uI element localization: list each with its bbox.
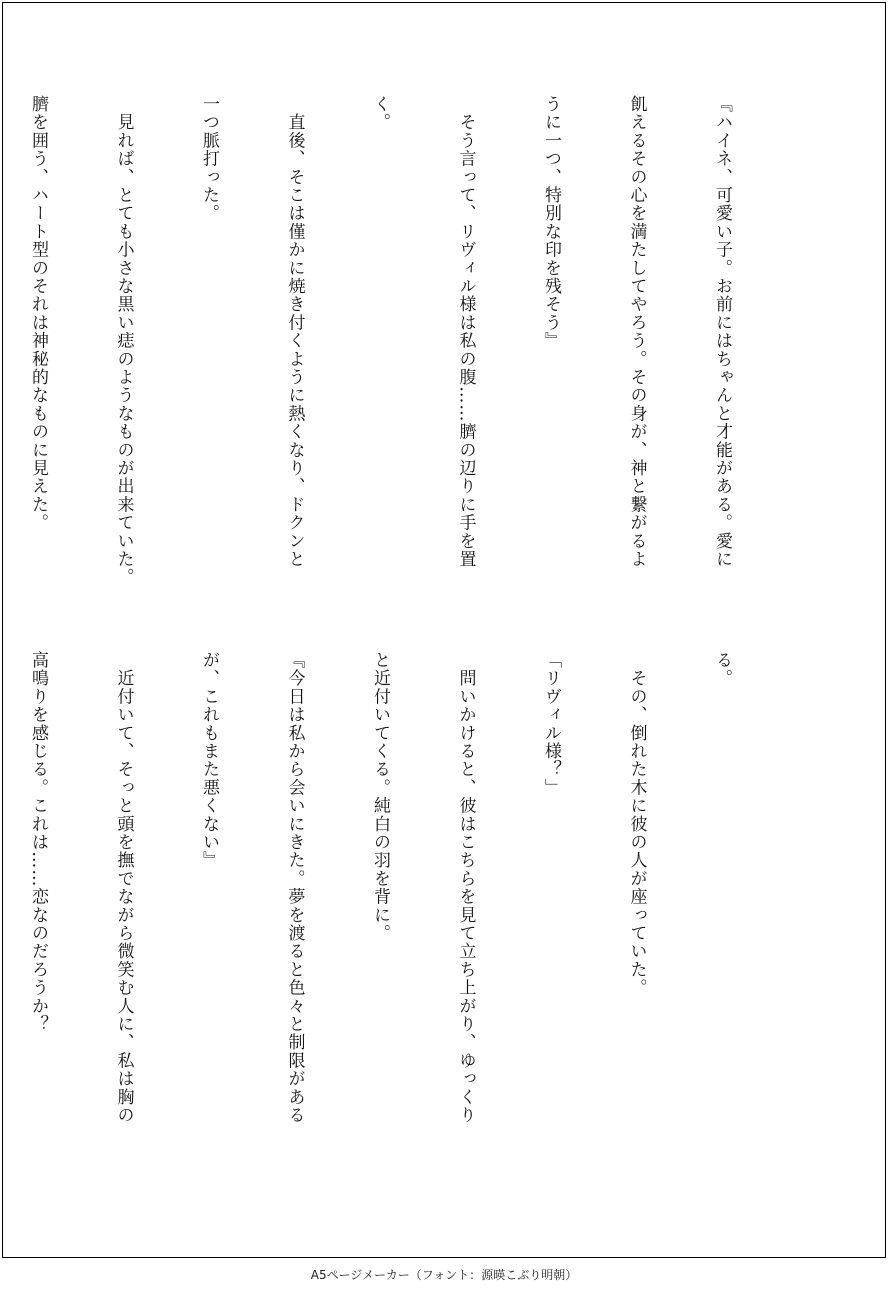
text-line: 直後、そこは僅かに焼き付くように熱くなり、ドクンと — [284, 95, 305, 569]
text-line: 問いかけると、彼はこちらを見て立ち上がり、ゆっくり — [455, 651, 476, 1125]
text-line: 近付いて、そっと頭を撫でながら微笑む人に、私は胸の — [113, 651, 134, 1125]
text-line: 『ハイネ、可愛い子。お前にはちゃんと才能がある。愛に — [712, 95, 732, 569]
text-line: る。 — [712, 651, 732, 688]
text-line: その、倒れた木に彼の人が座っていた。 — [626, 651, 647, 997]
text-line: 高鳴りを感じる。これは……恋なのだろうか？ — [28, 651, 48, 1034]
text-line: く。 — [370, 95, 390, 132]
text-line: 飢えるその心を満たしてやろう。その身が、神と繋がるよ — [626, 95, 647, 569]
lower-text-block — [28, 651, 793, 1196]
page-frame — [2, 2, 886, 1258]
text-line: 『今日は私から会いにきた。夢を渡ると色々と制限がある — [284, 651, 305, 1125]
text-line: 「リヴィル様？」 — [541, 651, 561, 797]
text-line: 臍を囲う、ハート型のそれは神秘的なものに見えた。 — [28, 95, 48, 532]
text-line: と近付いてくる。純白の羽を背に。 — [370, 651, 390, 943]
upper-text-block — [28, 95, 793, 625]
text-line: そう言って、リヴィル様は私の腹……臍の辺りに手を置 — [455, 95, 476, 569]
text-line: 一つ脈打った。 — [199, 95, 219, 223]
text-line: 見れば、とても小さな黒い痣のようなものが出来ていた。 — [113, 95, 134, 587]
text-line: うに一つ、特別な印を残そう』 — [541, 95, 561, 350]
page-footer: A5ページメーカー（フォント：源暎こぶり明朝） — [310, 1268, 578, 1282]
text-line: が、これもまた悪くない』 — [199, 651, 219, 870]
